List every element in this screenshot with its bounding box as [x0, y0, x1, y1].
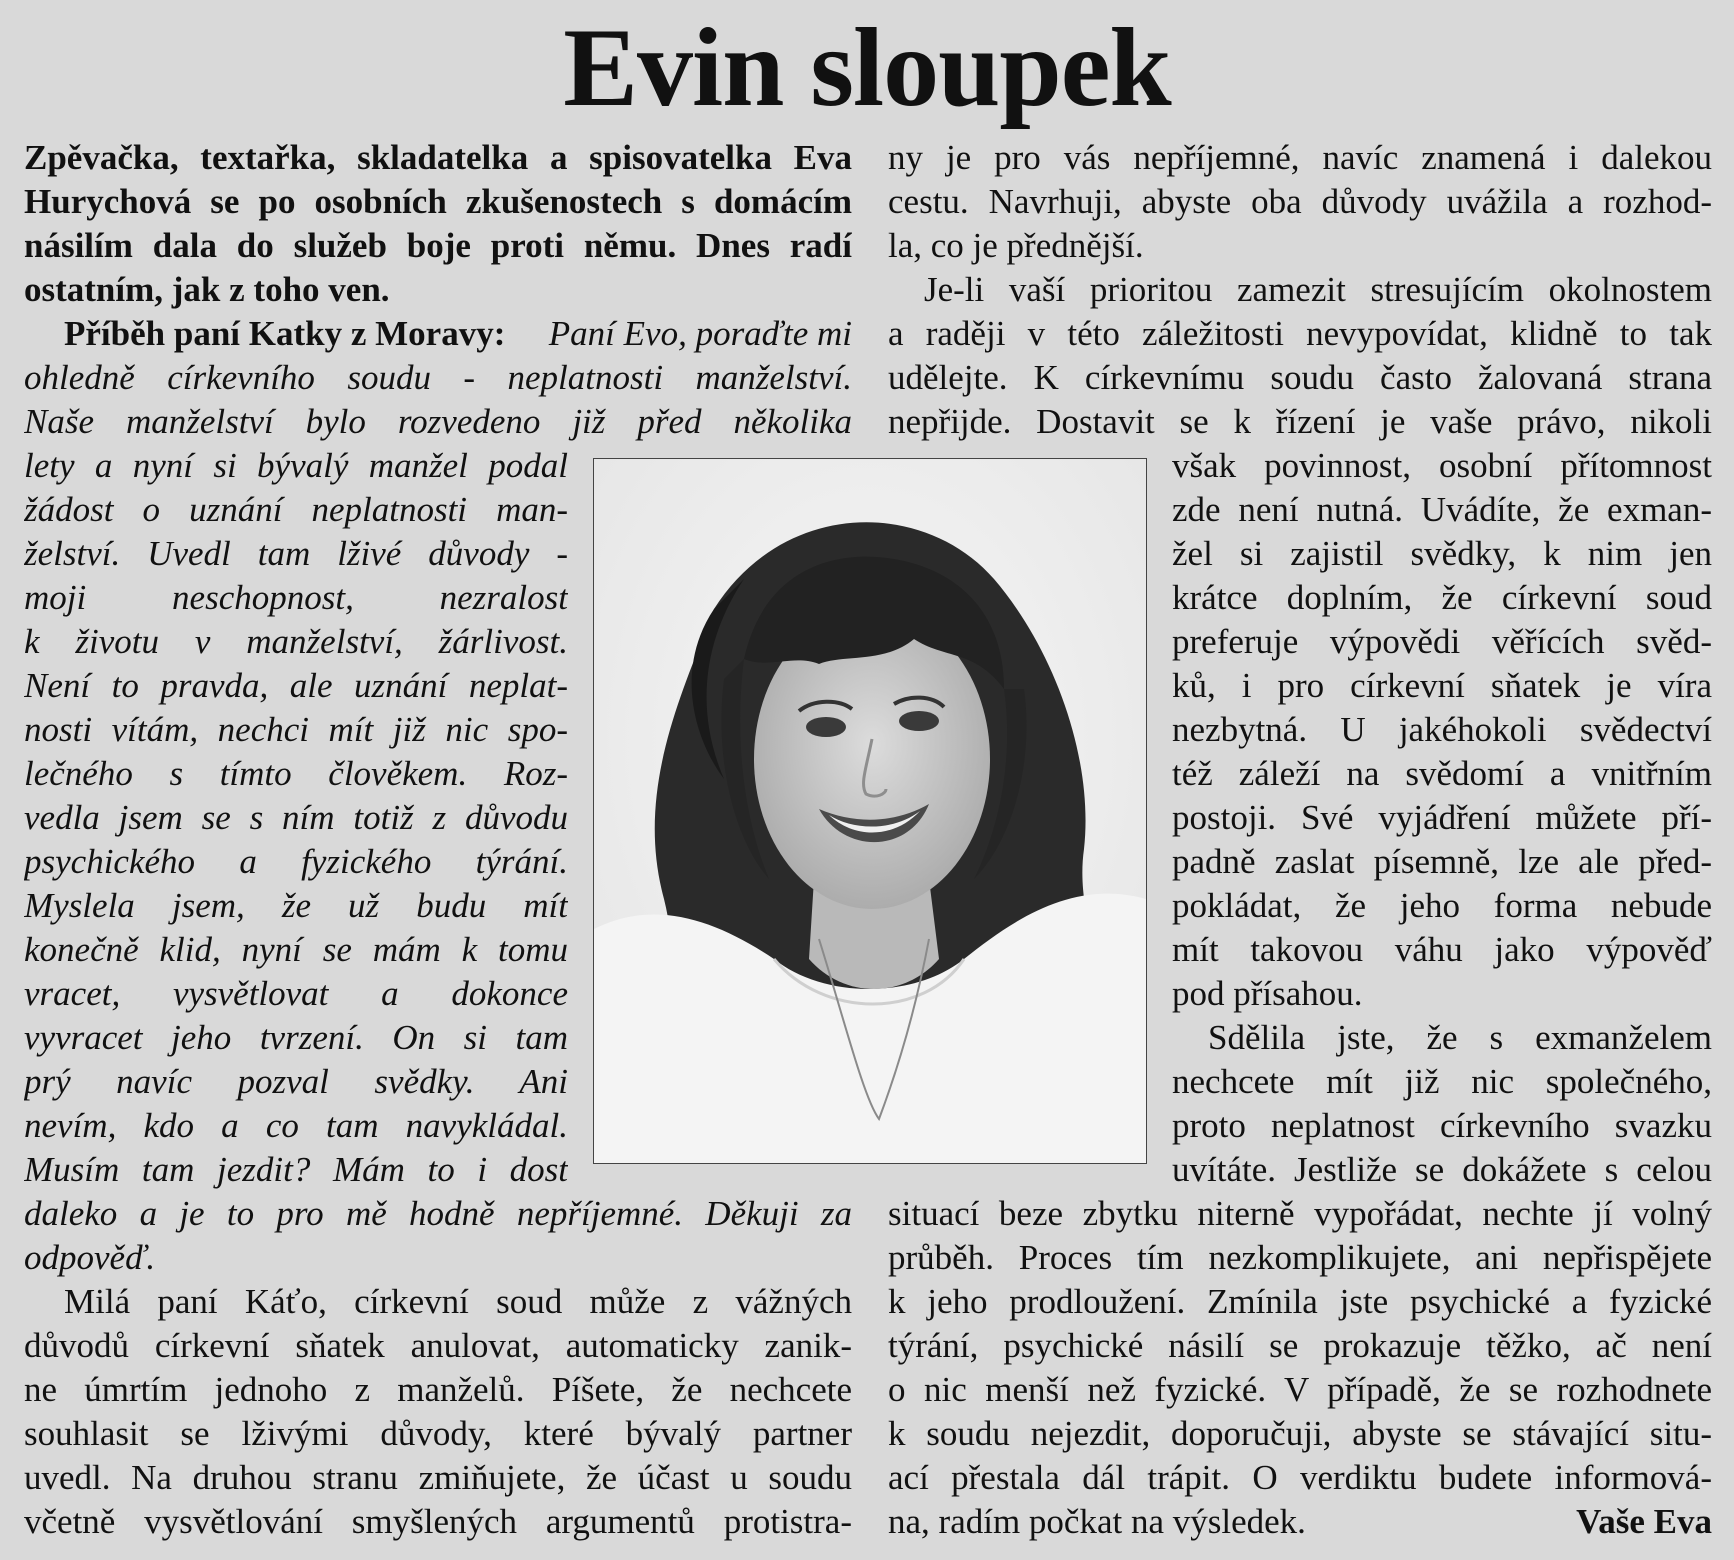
author-portrait-photo — [593, 458, 1147, 1164]
question-heading-line — [24, 312, 852, 356]
question-line: želství. Uvedl tam lživé důvody - — [24, 534, 568, 573]
question-text: Paní Evo, poraďte mi — [548, 314, 852, 353]
question-line: Musím tam jezdit? Mám to i dost — [24, 1150, 568, 1189]
answer-line: la, co je přednější. — [888, 226, 1144, 265]
answer-line: k soudu nejezdit, doporučuji, abyste se stávající situ- — [888, 1414, 1712, 1453]
answer-line: žel si zajistil svědky, k nim jen — [1172, 534, 1712, 573]
question-line: nosti vítám, nechci mít již nic spo- — [24, 710, 568, 749]
question-line: vyvracet jeho tvrzení. On si tam — [24, 1018, 568, 1057]
answer-line: nezbytná. U jakéhokoli svědectví — [1172, 710, 1712, 749]
answer-line: uvedl. Na druhou stranu zmiňujete, že účast u soudu — [24, 1458, 852, 1497]
question-line: konečně klid, nyní se mám k tomu — [24, 930, 568, 969]
question-line: nevím, kdo a co tam navykládal. — [24, 1106, 568, 1145]
answer-line: uvítáte. Jestliže se dokážete s celou — [1172, 1150, 1712, 1189]
lead-line: Hurychová se po osobních zkušenostech s domácím — [24, 182, 852, 221]
question-line: lečného s tímto člověkem. Roz- — [24, 754, 568, 793]
question-line: vedla jsem se s ním totiž z důvodu — [24, 798, 568, 837]
answer-final-text: na, radím počkat na výsledek. — [888, 1502, 1306, 1541]
lead-line: ostatním, jak z toho ven. — [24, 270, 390, 309]
answer-line: cestu. Navrhuji, abyste oba důvody uvážila a rozhod- — [888, 182, 1712, 221]
answer-line: Je-li vaší prioritou zamezit stresujícím okolnostem — [924, 270, 1712, 309]
answer-line: padně zaslat písemně, lze ale před- — [1172, 842, 1712, 881]
closing-line — [888, 1500, 1712, 1544]
answer-line: zde není nutná. Uvádíte, že exman- — [1172, 490, 1712, 529]
answer-line: situací beze zbytku niterně vypořádat, nechte jí volný — [888, 1194, 1712, 1233]
answer-line: mít takovou váhu jako výpověď — [1172, 930, 1712, 969]
question-line: psychického a fyzického týrání. — [24, 842, 568, 881]
answer-line: souhlasit se lživými důvody, které bývalý partner — [24, 1414, 852, 1453]
answer-line: důvodů církevní sňatek anulovat, automaticky zanik- — [24, 1326, 852, 1365]
question-line: žádost o uznání neplatnosti man- — [24, 490, 568, 529]
answer-line: a raději v této záležitosti nevypovídat, klidně to tak — [888, 314, 1712, 353]
answer-line: Milá paní Káťo, církevní soud může z vážných — [64, 1282, 852, 1321]
question-line: Není to pravda, ale uznání neplat- — [24, 666, 568, 705]
answer-line: ací přestala dál trápit. O verdiktu budete informová- — [888, 1458, 1712, 1497]
page-title: Evin sloupek — [563, 6, 1171, 130]
question-line: prý navíc pozval svědky. Ani — [24, 1062, 568, 1101]
answer-line: pod přísahou. — [1172, 974, 1363, 1013]
answer-line: však povinnost, osobní přítomnost — [1172, 446, 1712, 485]
lead-line: násilím dala do služeb boje proti němu. Dnes radí — [24, 226, 852, 265]
question-heading: Příběh paní Katky z Moravy: — [64, 314, 506, 353]
answer-line: nepřijde. Dostavit se k řízení je vaše právo, nikoli — [888, 402, 1712, 441]
question-line: odpověď. — [24, 1238, 156, 1277]
answer-line: včetně vysvětlování smyšlených argumentů protistra- — [24, 1502, 852, 1541]
answer-line: k jeho prodloužení. Zmínila jste psychické a fyzické — [888, 1282, 1712, 1321]
question-line: Myslela jsem, že už budu mít — [24, 886, 568, 925]
answer-line: Sdělila jste, že s exmanželem — [1208, 1018, 1712, 1057]
answer-line: průběh. Proces tím nezkomplikujete, ani nepřispějete — [888, 1238, 1712, 1277]
answer-line: týrání, psychické násilí se prokazuje těžko, ač není — [888, 1326, 1712, 1365]
signature: Vaše Eva — [1576, 1502, 1712, 1541]
question-line: daleko a je to pro mě hodně nepříjemné. Děkuji za — [24, 1194, 852, 1233]
question-line: moji neschopnost, nezralost — [24, 578, 568, 617]
question-line: vracet, vysvětlovat a dokonce — [24, 974, 568, 1013]
portrait-illustration — [594, 459, 1146, 1163]
answer-line: ků, i pro církevní sňatek je víra — [1172, 666, 1712, 705]
answer-line: proto neplatnost církevního svazku — [1172, 1106, 1712, 1145]
answer-line: udělejte. K církevnímu soudu často žalovaná strana — [888, 358, 1712, 397]
lead-line: Zpěvačka, textařka, skladatelka a spisovatelka Eva — [24, 138, 852, 177]
answer-line: nechcete mít již nic společného, — [1172, 1062, 1712, 1101]
answer-line: též záleží na svědomí a vnitřním — [1172, 754, 1712, 793]
question-line: ohledně církevního soudu - neplatnosti manželství. — [24, 358, 852, 397]
question-line: Naše manželství bylo rozvedeno již před několika — [24, 402, 852, 441]
question-line: k životu v manželství, žárlivost. — [24, 622, 568, 661]
answer-line: o nic menší než fyzické. V případě, že se rozhodnete — [888, 1370, 1712, 1409]
question-line: lety a nyní si bývalý manžel podal — [24, 446, 568, 485]
answer-line: ny je pro vás nepříjemné, navíc znamená i dalekou — [888, 138, 1712, 177]
answer-line: ne úmrtím jednoho z manželů. Píšete, že nechcete — [24, 1370, 852, 1409]
answer-line: pokládat, že jeho forma nebude — [1172, 886, 1712, 925]
answer-line: preferuje výpovědi věřících svěd- — [1172, 622, 1712, 661]
answer-line: krátce doplním, že církevní soud — [1172, 578, 1712, 617]
answer-line: postoji. Své vyjádření můžete pří- — [1172, 798, 1712, 837]
